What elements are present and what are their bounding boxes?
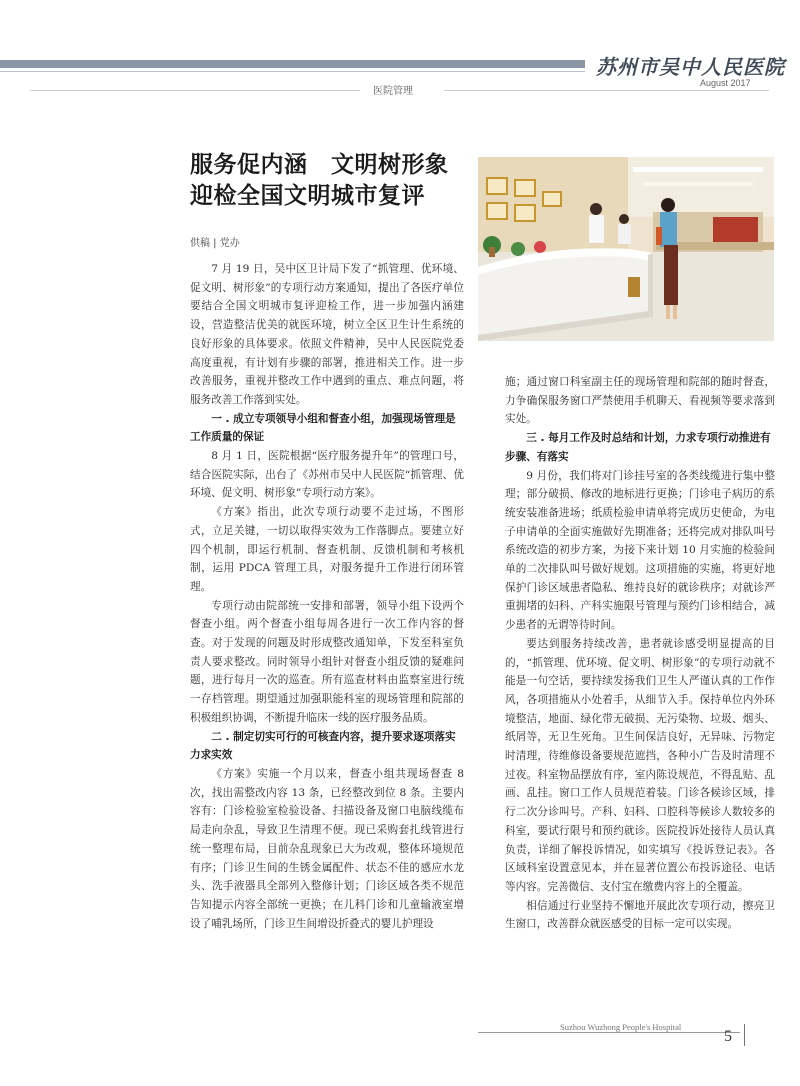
paragraph: 8 月 1 日，医院根据“医疗服务提升年”的管理口号，结合医院实际，出台了《苏州市吴中人民医院“抓管理、优环境、促文明、树形象”专项行动方案》。 bbox=[190, 450, 464, 500]
paragraph-continued: 施；通过窗口科室副主任的现场管理和院部的随时督查，力争确保服务窗口严禁使用手机聊天、看视频等要求落到实处。 bbox=[505, 376, 775, 426]
left-column bbox=[190, 260, 464, 933]
footer-rule bbox=[478, 1032, 740, 1033]
paragraph: 要达到服务持续改善，患者就诊感受明显提高的目的，“抓管理、优环境、促文明、树形象”的专项行动就不能是一句空话，要持续发扬我们卫生人严谨认真的工作作风，各项措施从小处着手，从细节入手。保持单位内外环境整洁，地面、绿化带无破损、无污染物、垃圾、烟头、纸屑等，无卫生死角。卫生间保洁良好，无异味、污物定时清理，待维修设备要规范遮挡，各种小广告及时清理不过夜。科室物品摆放有序，室内陈设规范，不得乱贴、乱画、乱挂。窗口工作人员规范着装。门诊各候诊区域，排行二次分诊叫号。产科、妇科、口腔科等候诊人数较多的科室，要试行限号和预约就诊。医院投诉处接待人员认真负责，详细了解投诉情况，如实填写《投诉登记表》。各区域科室设置意见本，并在显著位置公布投诉途径、电话等内容。完善微信、支付宝在缴费内容上的全覆盖。 bbox=[505, 637, 775, 893]
footer-hospital-name: Suzhou Wuzhong People's Hospital bbox=[560, 1022, 682, 1032]
byline: 供稿 | 党办 bbox=[190, 238, 240, 249]
section-heading-2: 二 . 制定切实可行的可核查内容，提升要求逐项落实力求实效 bbox=[190, 730, 456, 762]
hospital-reception-photo bbox=[478, 157, 774, 341]
page-number-bracket bbox=[744, 1024, 745, 1046]
photo-illustration bbox=[478, 157, 774, 341]
header-rule bbox=[0, 71, 585, 72]
issue-date: August 2017 bbox=[700, 78, 751, 88]
page-number: 5 bbox=[724, 1028, 732, 1045]
section-heading-3: 三 . 每月工作及时总结和计划，力求专项行动推进有步骤、有落实 bbox=[505, 432, 771, 463]
section-rule-right bbox=[444, 90, 769, 91]
section-heading-1: 一 . 成立专项领导小组和督查小组，加强现场管理是工作质量的保证 bbox=[190, 412, 456, 444]
paragraph: 专项行动由院部统一安排和部署，领导小组下设两个督查小组。两个督查小组每周各进行一次工作内容的督查。对于发现的问题及时形成整改通知单，下发至科室负责人要求整改。同时领导小组针对督查小组反馈的疑难问题，进行每月一次的巡查。所有巡查材料由监察室进行统一存档管理。期望通过加强职能科室的现场管理和院部的积极组织协调，不断提升临床一线的医疗服务品质。 bbox=[190, 599, 464, 724]
hospital-name: 苏州市吴中人民医院 bbox=[596, 55, 785, 79]
paragraph: 7 月 19 日，吴中区卫计局下发了“抓管理、优环境、促文明、树形象”的专项行动方案通知，提出了各医疗单位要结合全国文明城市复评迎检工作，进一步加强内涵建设，营造整洁优美的就医环境，树立全区卫生计生系统的良好形象的具体要求。依照文件精神，吴中人民医院党委高度重视，有计划有步骤的部署，推进相关工作。进一步改善服务，重视并整改工作中遇到的重点、难点问题，将服务改善工作落到实处。 bbox=[190, 263, 464, 406]
paragraph: 《方案》实施一个月以来，督查小组共现场督查 8 次，找出需整改内容 13 条，已经整改到位 8 条。主要内容有：门诊检验室检验设备、扫描设备及窗口电脑线缆布局走向杂乱，导致卫生清理不便。现已采购套扎线管进行统一整理布局，目前杂乱现象已大为改观，整体环境规范有序；门诊卫生间的生锈金属配件、状态不佳的感应水龙头、洗手液器具全部列入整修计划；门诊区域各类不规范告知提示内容全部统一更换；在儿科门诊和儿童输液室增设了哺乳场所，门诊卫生间增设折叠式的婴儿护理设 bbox=[190, 767, 464, 930]
title-line-1: 服务促内涵 文明树形象 bbox=[190, 152, 449, 178]
header-bar bbox=[0, 60, 585, 68]
title-line-2: 迎检全国文明城市复评 bbox=[190, 183, 425, 209]
paragraph: 《方案》指出，此次专项行动要不走过场，不图形式，立足关键，一切以取得实效为工作落脚点。要建立好四个机制，即运行机制、督查机制、反馈机制和考核机制，运用 PDCA 管理工具，对服务提升工作进行闭环管理。 bbox=[190, 506, 464, 593]
paragraph: 相信通过行业坚持不懈地开展此次专项行动，擦亮卫生窗口，改善群众就医感受的目标一定可以实现。 bbox=[505, 899, 775, 931]
article-title bbox=[190, 150, 460, 212]
section-rule-left bbox=[30, 90, 360, 91]
paragraph: 9 月份，我们将对门诊挂号室的各类线缆进行集中整理；部分破损、修改的地标进行更换；门诊电子病历的系统安装准备进场；纸质检验申请单将完成历史使命，为电子申请单的全面实施做好先期准备；还将完成对排队叫号系统改造的初步方案，为接下来计划 10 月实施的检验间单的二次排队叫号做好规划。这项措施的实施，将更好地保护门诊区域患者隐私、维持良好的就诊秩序；对就诊严重拥堵的妇科、产科实施限号管理与预约门诊相结合，减少患者的无谓等待时间。 bbox=[505, 469, 775, 632]
section-label: 医院管理 bbox=[373, 86, 413, 97]
right-column bbox=[505, 373, 775, 934]
